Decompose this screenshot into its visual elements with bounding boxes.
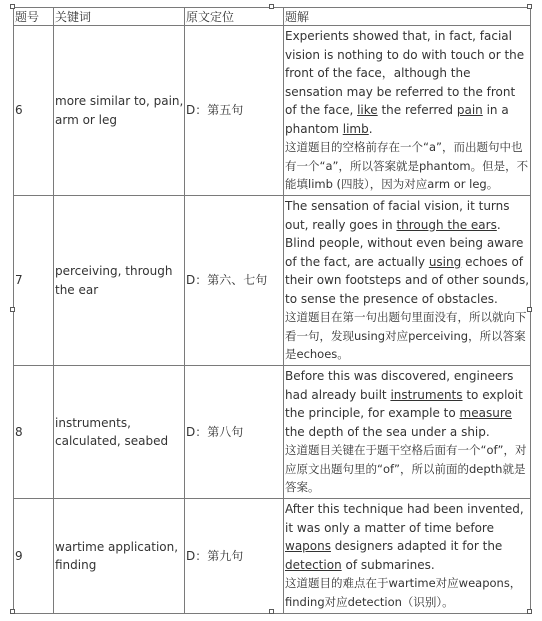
resize-handle-bottom-right[interactable] (527, 609, 532, 614)
resize-handle-bottom-center[interactable] (269, 609, 274, 614)
explanation-chinese: 这道题目关键在于题干空格后面有一个“of”，对应原文出题句里的“of”，所以前面的depth就是答案。 (285, 443, 527, 494)
underlined-term: limb (342, 121, 369, 136)
keywords-cell: perceiving, through the ear (54, 196, 185, 366)
underlined-term: detection (285, 557, 342, 572)
resize-handle-middle-left[interactable] (10, 307, 15, 312)
resize-handle-top-right[interactable] (527, 4, 532, 9)
question-number: 8 (14, 366, 54, 499)
table-row (14, 366, 531, 499)
header-number: 题号 (14, 8, 54, 26)
underlined-term: like (357, 103, 378, 117)
underlined-term: pain (456, 103, 483, 117)
underlined-term: instruments (390, 387, 463, 402)
table-row (14, 499, 531, 614)
location-cell: D：第八句 (185, 366, 284, 499)
analysis-table (13, 7, 531, 614)
resize-handle-top-center[interactable] (269, 4, 274, 9)
explanation-chinese: 这道题目的空格前存在一个“a”，而出题句中也有一个“a”，所以答案就是phantom。但是，不能填limb (四肢），因为对应arm or leg。 (285, 140, 529, 191)
explanation-cell (284, 366, 531, 499)
keywords-cell: instruments, calculated, seabed (54, 366, 185, 499)
explanation-english: Experients showed that, in fact, facial vision is nothing to do with touch or the front of the face，although the sensation may be referred to the front of the face, like the referred pain in a phantom limb. (285, 29, 525, 136)
resize-handle-top-left[interactable] (10, 4, 15, 9)
explanation-english: The sensation of facial vision, it turns out, really goes in through the ears. Blind people, without even being aware of the fact, are actually using echoes of their own footsteps and of other sounds, to sense the presence of obstacles. (285, 199, 530, 306)
resize-handle-middle-right[interactable] (527, 307, 532, 312)
header-row (14, 8, 531, 26)
explanation-english: After this technique had been invented, it was only a matter of time before wapons designers adapted it for the detection of submarines. (285, 502, 524, 572)
analysis-table-frame (13, 7, 530, 612)
resize-handle-bottom-left[interactable] (10, 609, 15, 614)
underlined-term: wapons (285, 539, 331, 553)
question-number: 6 (14, 26, 54, 196)
explanation-chinese: 这道题目在第一句出题句里面没有，所以就向下看一句，发现using对应perceiving，所以答案是echoes。 (285, 310, 527, 361)
table-row (14, 26, 531, 196)
explanation-chinese: 这道题目的难点在于wartime对应weapons，finding对应detection（识别）。 (285, 576, 522, 609)
explanation-cell (284, 499, 531, 614)
header-keywords: 关键词 (54, 8, 185, 26)
header-location: 原文定位 (185, 8, 284, 26)
location-cell: D：第九句 (185, 499, 284, 614)
keywords-cell: wartime application, finding (54, 499, 185, 614)
question-number: 7 (14, 196, 54, 366)
explanation-english: Before this was discovered, engineers had already built instruments to exploit the principle, for example to measure the depth of the sea under a ship. (285, 369, 523, 439)
explanation-cell (284, 196, 531, 366)
explanation-cell (284, 26, 531, 196)
header-explanation: 题解 (284, 8, 531, 26)
table-row (14, 196, 531, 366)
question-number: 9 (14, 499, 54, 614)
location-cell: D：第六、七句 (185, 196, 284, 366)
underlined-term: through the ears (396, 217, 497, 232)
underlined-term: using (428, 254, 462, 269)
location-cell: D：第五句 (185, 26, 284, 196)
underlined-term: measure (459, 406, 512, 420)
keywords-cell: more similar to, pain, arm or leg (54, 26, 185, 196)
